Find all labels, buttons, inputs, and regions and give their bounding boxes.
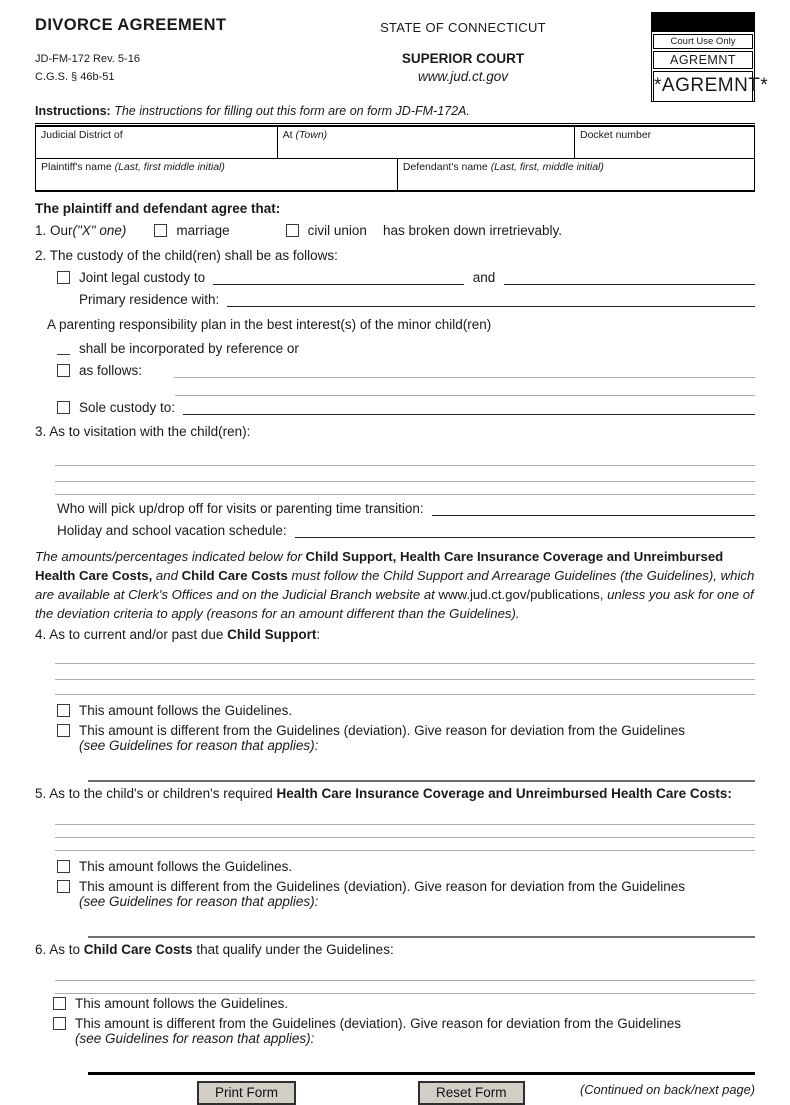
- note-seg2: Child Support, Health Care Insurance Coverage and Unreimbursed Health Care Costs,: [35, 549, 724, 583]
- cc-deviation-row: [53, 1016, 755, 1031]
- pickup-field[interactable]: [432, 502, 755, 516]
- item4-suffix: :: [316, 627, 321, 642]
- checkbox-cc-deviation[interactable]: [53, 1017, 66, 1030]
- item-4-child-support-heading: [35, 627, 755, 642]
- section-4-separator: [88, 780, 755, 782]
- at-town-label: At: [282, 129, 296, 141]
- court-use-label: Court Use Only: [653, 34, 753, 49]
- at-town-hint: (Town): [295, 129, 328, 141]
- item5-prefix: 5. As to the child's or children's required: [35, 786, 277, 801]
- case-info-table: [35, 123, 755, 192]
- cs-deviation-row: [57, 723, 755, 738]
- docket-number-field[interactable]: [575, 126, 755, 158]
- cc-follows-label: This amount follows the Guidelines.: [75, 996, 289, 1011]
- cc-deviation-label: This amount is different from the Guidelines (deviation). Give reason for deviation from the Guidelines: [75, 1016, 682, 1031]
- note-seg4: Child Care Costs: [181, 568, 288, 583]
- item4-bold: Child Support: [227, 627, 317, 642]
- item-2-custody-heading: 2. The custody of the child(ren) shall be as follows:: [35, 248, 338, 263]
- footer-bar: [35, 1081, 755, 1105]
- defendant-name-label: Defendant's name: [402, 161, 491, 173]
- header-center: [275, 8, 651, 102]
- write-line[interactable]: [55, 482, 755, 495]
- write-line[interactable]: [55, 466, 755, 482]
- checkbox-cs-deviation[interactable]: [57, 724, 70, 737]
- sole-custody-row: [57, 400, 755, 415]
- table-row: [35, 126, 755, 158]
- joint-custody-label: Joint legal custody to: [79, 270, 206, 285]
- court-use-black-bar: [652, 13, 754, 32]
- cc-deviation-hint: (see Guidelines for reason that applies):: [75, 1031, 315, 1046]
- item1-prefix: 1. Our: [35, 223, 73, 238]
- visitation-write-area: [55, 450, 755, 495]
- form-title: DIVORCE AGREEMENT: [35, 16, 227, 34]
- court-use-code: AGREMNT: [653, 51, 753, 69]
- incorporated-row: [57, 341, 755, 356]
- hc-follows-label: This amount follows the Guidelines.: [79, 859, 293, 874]
- judicial-district-label: Judicial District of: [41, 129, 123, 141]
- and-label: and: [472, 270, 496, 285]
- as-follows-field[interactable]: [174, 364, 755, 378]
- docket-number-label: Docket number: [579, 129, 652, 141]
- checkbox-sole-custody[interactable]: [57, 401, 70, 414]
- court-website: www.jud.ct.gov: [417, 69, 509, 84]
- checkbox-incorporated-by-reference[interactable]: [57, 342, 70, 355]
- print-form-button[interactable]: Print Form: [197, 1081, 296, 1105]
- pickup-label: Who will pick up/drop off for visits or parenting time transition:: [57, 501, 424, 516]
- agreement-heading: The plaintiff and defendant agree that:: [35, 201, 281, 216]
- item6-bold: Child Care Costs: [83, 942, 193, 957]
- hc-deviation-label: This amount is different from the Guidelines (deviation). Give reason for deviation from the Guidelines: [79, 879, 686, 894]
- write-line[interactable]: [55, 825, 755, 838]
- checkbox-joint-custody[interactable]: [57, 271, 70, 284]
- pickup-row: [57, 501, 755, 516]
- holiday-label: Holiday and school vacation schedule:: [57, 523, 287, 538]
- plaintiff-name-hint: (Last, first middle initial): [114, 161, 225, 173]
- write-line[interactable]: [55, 450, 755, 466]
- item1-suffix: has broken down irretrievably.: [382, 223, 563, 238]
- continued-note: (Continued on back/next page): [579, 1082, 755, 1097]
- primary-residence-row: [79, 292, 755, 307]
- defendant-name-hint: (Last, first, middle initial): [490, 161, 604, 173]
- footer-separator: [88, 1072, 755, 1075]
- write-line[interactable]: [55, 664, 755, 680]
- note-website: www.jud.ct.gov/publications,: [438, 587, 604, 602]
- reset-form-button[interactable]: Reset Form: [418, 1081, 525, 1105]
- sole-custody-label: Sole custody to:: [79, 400, 176, 415]
- primary-residence-label: Primary residence with:: [79, 292, 220, 307]
- note-seg3: and: [152, 568, 182, 583]
- form-header: [35, 8, 769, 102]
- joint-custody-row: [57, 270, 755, 285]
- hc-follows-guidelines-row: [57, 859, 755, 874]
- hc-deviation-row: [57, 879, 755, 894]
- court-use-only-box: [651, 12, 769, 102]
- cs-deviation-label: This amount is different from the Guidelines (deviation). Give reason for deviation from the Guidelines: [79, 723, 686, 738]
- cs-follows-label: This amount follows the Guidelines.: [79, 703, 293, 718]
- plaintiff-name-label: Plaintiff's name: [41, 161, 115, 173]
- checkbox-civil-union[interactable]: [286, 224, 299, 237]
- incorporated-label: shall be incorporated by reference or: [79, 341, 299, 356]
- checkbox-as-follows[interactable]: [57, 364, 70, 377]
- header-left: [35, 8, 275, 102]
- cs-follows-guidelines-row: [57, 703, 755, 718]
- civil-union-label: civil union: [307, 223, 367, 238]
- sole-custody-field[interactable]: [183, 401, 755, 415]
- checkbox-marriage[interactable]: [154, 224, 167, 237]
- item1-x-one-hint: ("X" one): [72, 223, 127, 238]
- item4-prefix: 4. As to current and/or past due: [35, 627, 228, 642]
- item-6-child-care-heading: [35, 942, 755, 957]
- marriage-label: marriage: [176, 223, 230, 238]
- checkbox-cs-follows-guidelines[interactable]: [57, 704, 70, 717]
- joint-custody-name2-field[interactable]: [504, 271, 755, 285]
- joint-custody-name1-field[interactable]: [213, 271, 464, 285]
- item6-prefix: 6. As to: [35, 942, 84, 957]
- instructions-line: [35, 104, 755, 118]
- write-line[interactable]: [55, 965, 755, 981]
- as-follows-extra-line: [175, 380, 755, 396]
- parenting-plan-text: A parenting responsibility plan in the best interest(s) of the minor child(ren): [47, 317, 492, 332]
- as-follows-row: [57, 363, 755, 378]
- write-line[interactable]: [175, 380, 755, 396]
- write-line[interactable]: [55, 981, 755, 994]
- state-name: STATE OF CONNECTICUT: [380, 20, 546, 35]
- plaintiff-name-field[interactable]: [35, 158, 398, 190]
- note-seg1: The amounts/percentages indicated below for: [35, 549, 306, 564]
- health-care-write-area: [55, 809, 755, 851]
- checkbox-hc-follows-guidelines[interactable]: [57, 860, 70, 873]
- checkbox-hc-deviation[interactable]: [57, 880, 70, 893]
- form-number: JD-FM-172 Rev. 5-16: [35, 53, 140, 65]
- write-line[interactable]: [55, 809, 755, 825]
- court-name: SUPERIOR COURT: [401, 51, 525, 66]
- statute-reference: C.G.S. § 46b-51: [35, 71, 115, 83]
- item-3-visitation-heading: 3. As to visitation with the child(ren):: [35, 424, 251, 439]
- instructions-label: Instructions:: [35, 104, 111, 118]
- item-5-health-care-heading: [35, 786, 755, 801]
- checkbox-cc-follows-guidelines[interactable]: [53, 997, 66, 1010]
- note-seg7: unless you ask for one of the deviation criteria to apply (reasons for an amount different than the Guidelines).: [35, 587, 754, 621]
- holiday-row: [57, 523, 755, 538]
- write-line[interactable]: [55, 838, 755, 851]
- holiday-field[interactable]: [295, 524, 755, 538]
- item-1-marriage-broken: [35, 223, 755, 238]
- instructions-text: The instructions for filling out this form are on form JD-FM-172A.: [114, 104, 470, 118]
- item5-bold: Health Care Insurance Coverage and Unreimbursed Health Care Costs:: [276, 786, 732, 801]
- child-care-write-area: [55, 965, 755, 994]
- table-row: [35, 158, 755, 190]
- at-town-field[interactable]: [278, 126, 575, 158]
- cc-follows-guidelines-row: [53, 996, 755, 1011]
- court-use-stamp: *AGREMNT*: [653, 71, 753, 102]
- guidelines-note: [35, 547, 755, 623]
- cs-deviation-hint: (see Guidelines for reason that applies):: [79, 738, 319, 753]
- note-seg5: must follow the Child Support and Arrearage Guidelines (the Guidelines), which are available at Clerk's Offices and on the Judicial Branch website at: [35, 568, 755, 602]
- section-5-separator: [88, 936, 755, 938]
- item6-suffix: that qualify under the Guidelines:: [192, 942, 394, 957]
- primary-residence-field[interactable]: [227, 293, 755, 307]
- hc-deviation-hint: (see Guidelines for reason that applies):: [79, 894, 319, 909]
- defendant-name-field[interactable]: [398, 158, 755, 190]
- write-line[interactable]: [55, 648, 755, 664]
- write-line[interactable]: [55, 680, 755, 695]
- child-support-write-area: [55, 648, 755, 695]
- as-follows-label: as follows:: [79, 363, 143, 378]
- judicial-district-field[interactable]: [35, 126, 278, 158]
